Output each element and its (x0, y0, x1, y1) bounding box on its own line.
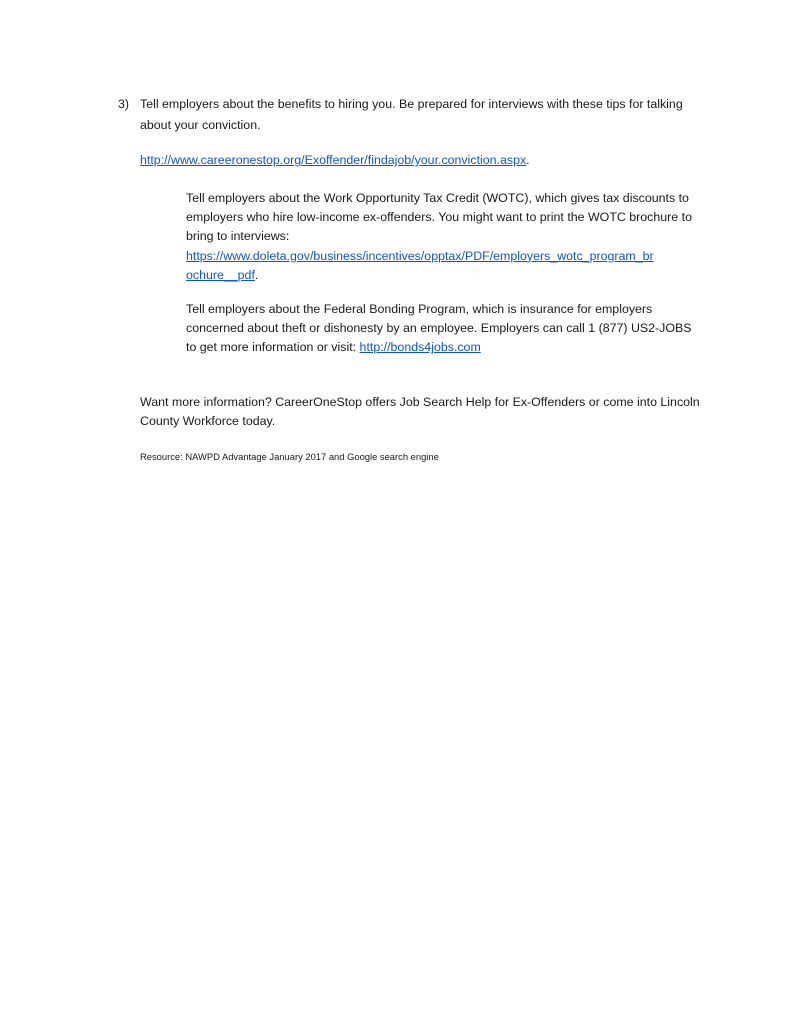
conviction-link-line (140, 150, 530, 171)
conviction-link-period: . (526, 153, 530, 167)
conviction-tips-link[interactable]: http://www.careeronestop.org/Exoffender/findajob/your.conviction.aspx (140, 153, 527, 167)
more-info-paragraph: Want more information? CareerOneStop offers Job Search Help for Ex-Offenders or come into Lincoln County Workforce today. (140, 395, 700, 429)
bonds4jobs-link[interactable]: http://bonds4jobs.com (359, 340, 481, 355)
resource-note: Resource: NAWPD Advantage January 2017 and Google search engine (140, 451, 439, 462)
bonding-text: Tell employers about the Federal Bonding Program, which is insurance for employers concerned about theft or dishonesty by an employee. Employers can call 1 (877) US2-JOBS to get more information or visit: (186, 302, 692, 355)
bonding-paragraph (186, 300, 701, 358)
wotc-link-period: . (254, 267, 259, 282)
list-item-3 (118, 94, 708, 136)
wotc-paragraph (186, 189, 701, 285)
wotc-url-line1: https://www.doleta.gov/business/incentives/opptax/PDF/employers_wotc_program_br (186, 248, 654, 263)
wotc-text: Tell employers about the Work Opportunity Tax Credit (WOTC), which gives tax discounts to employers who hire low-income ex-offenders. You might want to print the WOTC brochure to bring to interviews: (186, 191, 692, 244)
list-item-text: Tell employers about the benefits to hiring you. Be prepared for interviews with these tips for talking about your conviction. (140, 97, 683, 132)
wotc-url-line2: ochure__pdf (186, 267, 255, 282)
list-number: 3) (118, 97, 130, 111)
